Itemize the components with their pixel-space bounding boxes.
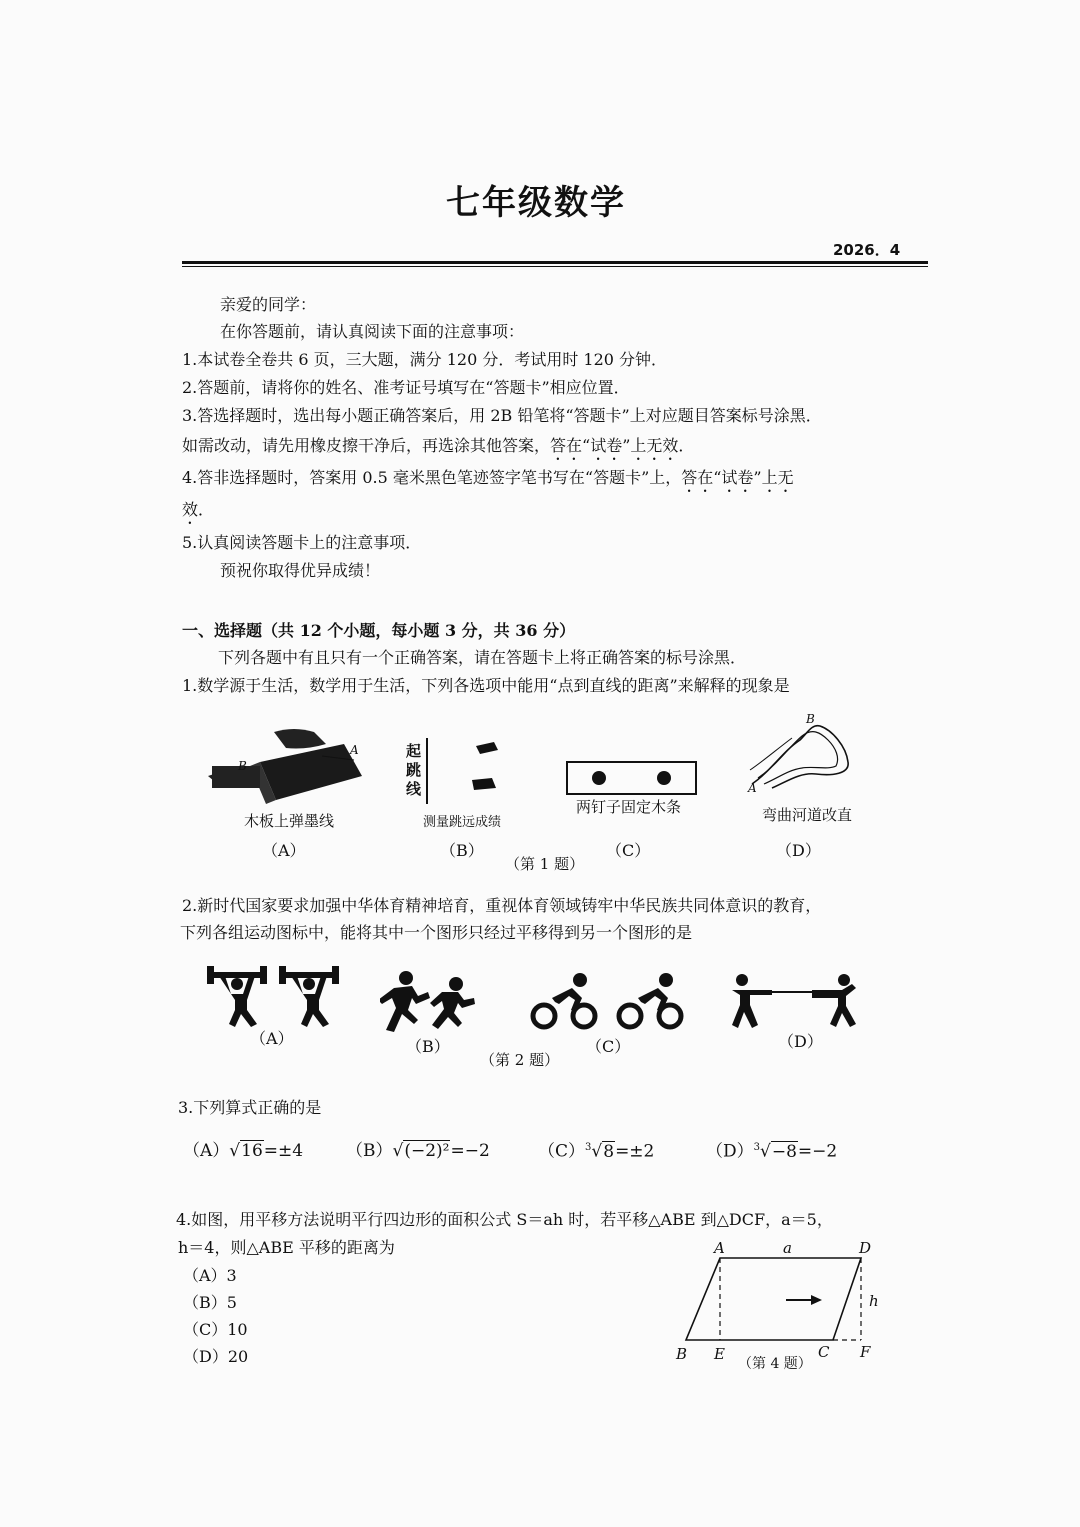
q3-option-a: （A）√16=±4 [183,1141,304,1161]
q1-option-d: （D） [776,841,821,860]
notice-4b-post: ． [198,500,215,519]
notice-4a [182,468,794,496]
q1-caption-a: 木板上弹墨线 [244,812,335,830]
notice-intro: 在你答题前，请认真阅读下面的注意事项： [220,322,525,341]
q4-option-a: （A）3 [183,1266,237,1285]
good-luck-wish: 预祝你取得优异成绩！ [220,561,381,580]
q1-figure-d [742,712,854,800]
q2-option-b: （B） [406,1037,450,1056]
q3-option-a-rhs: =±4 [263,1141,304,1161]
q4-label-b: B [676,1345,688,1363]
q4-stem-line2: h＝4，则△ABE 平移的距离为 [178,1238,395,1257]
q1-stem: 1.数学源于生活，数学用于生活，下列各选项中能用“点到直线的距离”来解释的现象是 [182,676,790,695]
q2-icon-d-fencer-icon [730,974,860,1034]
q1-figure-caption: （第 1 题） [505,855,585,873]
q3-option-c-label: （C） [538,1141,586,1162]
greeting: 亲爱的同学： [220,295,317,314]
q1-river-point-a: A [748,781,757,795]
q3-option-d-index: 3 [753,1142,761,1153]
notice-3b-post: ． [678,436,695,455]
q3-stem: 3.下列算式正确的是 [178,1098,322,1117]
q4-label-a-length: a [783,1239,792,1257]
q3-option-c-rhs: =±2 [615,1141,655,1162]
q4-option-b: （B）5 [183,1293,237,1312]
section-1-instruction: 下列各题中有且只有一个正确答案，请在答题卡上将正确答案的标号涂黑． [218,648,747,667]
notice-5: 5.认真阅读答题卡上的注意事项． [182,533,422,552]
q3-option-b-radicand: (−2)² [404,1141,450,1161]
q3-option-d: $(D)^3√-8=-2$ [706,1141,838,1162]
q3-option-a-radicand: 16 [241,1141,263,1161]
q1-option-b: （B） [440,841,484,860]
q3-option-b: （B）√(−2)²=−2 [346,1141,490,1161]
q4-option-d: （D）20 [183,1347,249,1366]
notice-4a-emphasis: 答在“试卷”上无 [681,468,794,487]
q3-option-b-label: （B） [346,1141,393,1161]
q1-jump-line-label: 起跳线 [406,742,422,798]
q4-label-h: h [869,1292,879,1310]
q4-stem-line1: 4.如图，用平移方法说明平行四边形的面积公式 S＝ah 时，若平移△ABE 到△DCF，a＝5， [176,1210,833,1229]
notice-3b [182,436,694,464]
q3-option-c-radicand: 8 [603,1141,615,1162]
q3-option-d-label: （D） [706,1141,754,1162]
q1-figure-a [204,722,374,814]
notice-4a-pre: 4.答非选择题时，答案用 0.5 毫米黑色笔迹签字笔书写在“答题卡”上， [182,468,682,487]
q2-option-d: （D） [778,1032,823,1051]
q4-parallelogram-figure [668,1236,888,1376]
q3-option-b-rhs: =−2 [450,1141,490,1161]
q1-jump-line-text [406,742,422,799]
q4-label-a-vertex: A [714,1239,725,1257]
page-title: 七年级数学 [446,183,626,223]
notice-3a: 3.答选择题时，选出每小题正确答案后，用 2B 铅笔将“答题卡”上对应题目答案标号涂黑． [182,406,822,425]
q4-label-d: D [859,1239,872,1257]
q2-icon-a-weightlifter-icon [205,962,341,1028]
q4-label-e: E [714,1345,725,1363]
q2-icon-c-cyclist-icon [528,970,686,1034]
q1-figure-b [424,736,514,806]
section-1-heading: 一、选择题（共 12 个小题，每小题 3 分，共 36 分） [182,621,576,640]
q1-option-c: （C） [606,841,651,860]
q3-option-a-label: （A） [183,1141,230,1161]
q4-label-c: C [818,1343,830,1361]
q3-option-d-radicand: −8 [771,1141,797,1162]
q3-option-c: $(C)^3√8=\pm 2$ [538,1141,655,1162]
notice-1: 1.本试卷全卷共 6 页，三大题，满分 120 分．考试用时 120 分钟． [182,350,668,369]
exam-date: 2026．4 [833,241,901,259]
q1-option-a: （A） [262,841,306,860]
title-rule-thin [182,266,928,267]
q1-caption-c: 两钉子固定木条 [576,798,682,816]
notice-4b-emphasis: 效 [182,500,199,519]
q1-caption-d: 弯曲河道改直 [762,806,853,824]
q1-caption-b: 测量跳远成绩 [423,815,502,830]
q2-figure-caption: （第 2 题） [480,1051,560,1069]
notice-2: 2.答题前，请将你的姓名、准考证号填写在“答题卡”相应位置． [182,378,630,397]
q4-option-c: （C）10 [183,1320,248,1339]
q3-option-c-index: 3 [585,1142,592,1153]
title-rule-thick [182,261,928,264]
q1-figure-c [566,760,698,798]
q1-river-point-b: B [806,712,815,726]
notice-3b-pre: 如需改动，请先用橡皮擦干净后，再选涂其他答案， [182,436,551,455]
q2-stem-line2: 下列各组运动图标中，能将其中一个图形只经过平移得到另一个图形的是 [180,923,693,942]
q4-figure-caption: （第 4 题） [738,1356,812,1372]
q1-point-b: B [238,759,247,773]
q1-point-a: A [350,743,359,757]
q2-stem-line1: 2.新时代国家要求加强中华体育精神培育，重视体育领域铸牢中华民族共同体意识的教育， [182,896,822,915]
notice-4b [182,500,214,528]
q2-icon-b-runner-icon [380,970,480,1034]
q2-option-a: （A） [250,1029,294,1048]
q4-label-f: F [860,1343,871,1361]
q2-option-c: （C） [586,1037,631,1056]
q3-option-d-rhs: =−2 [797,1141,838,1162]
notice-3b-emphasis: 答在“试卷”上无效 [550,436,679,455]
